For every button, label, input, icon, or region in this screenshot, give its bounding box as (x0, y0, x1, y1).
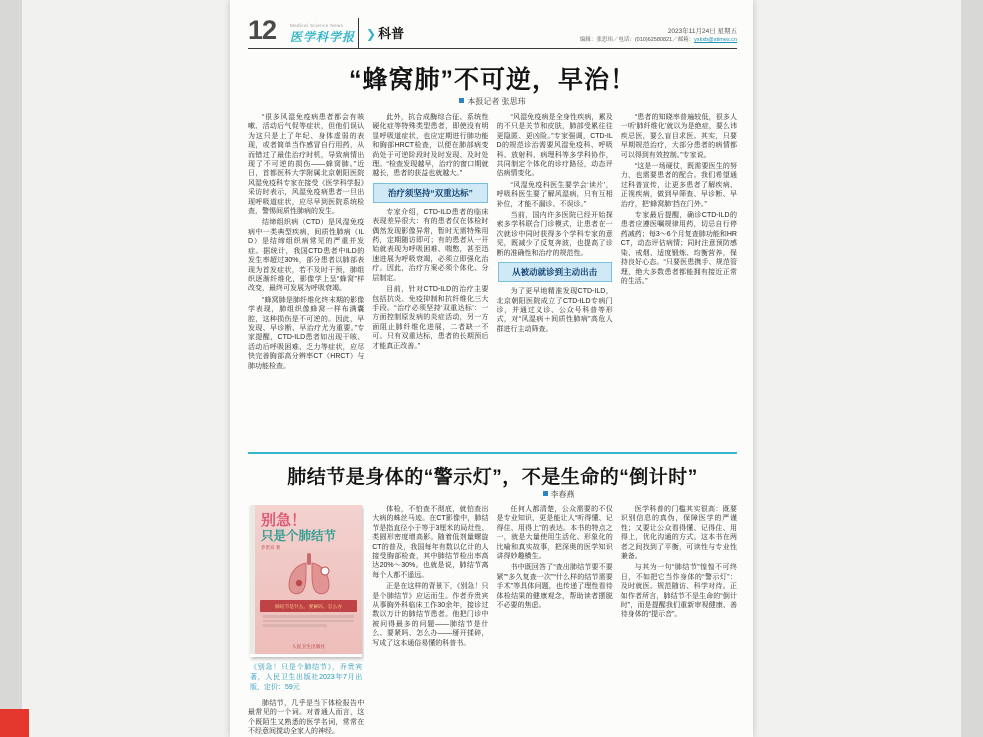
paragraph: 目前，针对CTD-ILD的治疗主要包括抗炎、免疫抑制和抗纤维化三大手段。“治疗必须坚持‘双重达标’：一方面控制原发病的炎症活动，另一方面阻止肺纤维化进展，二者缺一不可。只有双重达标，患者的长期预后才能真正改善。” (372, 286, 489, 350)
masthead-logo-cn: 医学科学报 (290, 30, 356, 44)
article1-byline-text: 本报记者 张思玮 (467, 97, 526, 106)
paragraph: “很多风湿免疫病患者都会有咳嗽、活动后气促等症状，但他们误认为这只是上了年纪、身体虚弱的表现，或者简单当作感冒自行用药，从而错过了最佳治疗时机，导致病情出现了不可逆的损伤——蜂窝肺。”近日，首都医科大学附属北京朝阳医院风湿免疫科专家在接受《医学科学报》采访时表示，风湿免疫病患者一旦出现呼吸道症状，应尽早到医院系统检查，警惕间质性肺病的发生。 (248, 114, 365, 216)
paragraph: 任何人都清楚，公众需要的不仅是专业知识，更是能让人“听得懂、记得住、用得上”的表达。本书的特点之一，就是大量使用生活化、形象化的比喻和真实故事，把深奥的医学知识讲得妙趣横生。 (496, 506, 613, 561)
article2-column-2 (372, 505, 488, 737)
contact-line (580, 36, 737, 44)
left-edge-strip (0, 0, 22, 737)
paragraph: “患者的知晓率普遍较低，很多人一听‘肺纤维化’就以为是绝症，要么讳疾忌医，要么盲目求医。其实，只要早期规范治疗，大部分患者的病情都可以得到有效控制。”专家说。 (620, 114, 737, 159)
paragraph: 肺结节，几乎是当下体检报告中最常见的一个词。对普通人而言，这个既陌生又熟悉的医学名词，常常在不经意间搅动全家人的神经。 (248, 700, 365, 736)
section-name: 科普 (378, 26, 405, 41)
page-number: 12 (248, 15, 277, 45)
book-banner: 肺结节是什么、要紧吗、怎么办 (260, 600, 357, 612)
paragraph: 当前，国内许多医院已经开始探索多学科联合门诊模式，让患者在一次就诊中同时获得多个学科专家的意见，既减少了反复奔波，也提高了诊断的准确性和治疗的规范性。 (496, 212, 613, 257)
article2-byline (380, 489, 737, 500)
article1-columns (248, 113, 737, 447)
paragraph: 为了更早地精准发现CTD-ILD，北京朝阳医院成立了CTD-ILD专病门诊，并通过义诊、公众号科普等形式，对“风湿病＋间质性肺病”高危人群进行主动筛查。 (496, 288, 613, 333)
book-cover (250, 505, 362, 657)
paragraph: 书中既回答了“查出肺结节要不要紧”“多久复查一次”“什么样的结节需要手术”等具体问题，也传递了理性看待体检结果的健康观念，帮助读者摆脱不必要的焦虑。 (496, 564, 613, 610)
article2-columns (248, 505, 737, 737)
masthead-logo-en: Medical Science News (290, 23, 344, 28)
paragraph: 此外，抗合成酶综合征、系统性硬化症等特殊类型患者，即使没有明显呼吸道症状，也应定期进行肺功能和胸部HRCT检查，以便在肺部病变尚处于可逆阶段时及时发现、及时处理。“检查发现越早，治疗的窗口期就越长，患者的获益也就越大。” (372, 114, 489, 178)
dateline: 2023年11月24日 星期五 (667, 28, 737, 35)
right-edge-strip (961, 0, 983, 737)
book-title-line2: 只是个肺结节 (261, 529, 337, 543)
header-right (580, 28, 737, 44)
article-divider (248, 452, 737, 454)
article2-title: 肺结节是身体的“警示灯”，不是生命的“倒计时” (287, 467, 698, 488)
article2-column-3 (497, 505, 613, 737)
article2-column-1 (248, 505, 364, 737)
article1-title: “蜂窝肺”不可逆，早治！ (348, 66, 636, 94)
book-author: 乔贵宾 著 (261, 545, 281, 550)
paragraph: 体检，不怕查不彻底，就怕查出大病的蛛丝马迹。在CT影像中，肺结节是指直径小于等于3厘米的局灶性、类圆形密度增高影。随着低剂量螺旋CT的普及，我国每年有数以亿计的人接受胸部检查，其中肺结节检出率高达20%～30%。也就是说，肺结节离每个人都不遥远。 (372, 506, 489, 579)
section-label (366, 23, 404, 42)
contact-text: 编辑：张思玮／电话：(010)62580821／邮箱： (579, 37, 695, 43)
paragraph: “风湿免疫科医生要学会‘读片’，呼吸科医生要了解风湿病，只有互相补位，才能不漏诊、不误诊。” (496, 181, 613, 208)
byline-marker-icon (543, 491, 548, 496)
lungs-illustration-icon (281, 553, 337, 597)
subhead-proactive: 从被动就诊到主动出击 (498, 262, 612, 282)
red-corner-mark (0, 709, 29, 737)
book-title-line1: 别急！ (261, 512, 307, 529)
book-publisher: 人民卫生出版社 (291, 645, 326, 650)
paragraph: 正是在这样的背景下，《别急！只是个肺结节》应运而生。作者乔贵宾从事胸外科临床工作30余年，接诊过数以万计的肺结节患者。他把门诊中被问得最多的问题——肺结节是什么、要紧吗、怎么办——掰开揉碎，写成了这本通俗易懂的科普书。 (372, 583, 489, 647)
masthead-logo (290, 23, 356, 45)
subhead-treatment: 治疗须坚持“双重达标” (373, 183, 487, 203)
contact-email: yxkxb@stimes.cn (694, 37, 737, 43)
section-arrow-icon: ❯ (366, 27, 377, 41)
paragraph: 专家最后提醒，确诊CTD-ILD的患者应遵医嘱规律用药，切忌自行停药减药；每3～6个月复查肺功能和HRCT，动态评估病情；同时注意预防感染、戒烟、适度锻炼、均衡营养，保持良好心态。“只要医患携手、规范管理，绝大多数患者都能拥有接近正常的生活。” (620, 212, 737, 285)
newspaper-page (230, 0, 753, 737)
article1-column-1 (248, 113, 364, 447)
paragraph: 结缔组织病（CTD）是风湿免疫病中一类典型疾病，间质性肺病（ILD）是结缔组织病常见的严重并发症。据统计，我国CTD患者中ILD的发生率超过30%，部分患者以肺部表现为首发症状，若不及时干预，肺组织逐渐纤维化，影像学上呈“蜂窝”样改变，最终可发展为呼吸衰竭。 (248, 219, 365, 293)
paragraph: 专家介绍，CTD-ILD患者的临床表现差异很大：有的患者仅在体检时偶然发现影像异常，暂时无需特殊用药，定期随访即可；有的患者从一开始就表现为呼吸困难、喘憋，甚至迅速进展为呼吸衰竭，必须立即强化治疗。因此，治疗方案必须个体化、分层制定。 (372, 208, 489, 282)
paragraph: “这是一场硬仗，既需要医生的努力，也需要患者的配合。我们希望通过科普宣传，让更多患者了解疾病、正视疾病，做到早筛查、早诊断、早治疗，把‘蜂窝肺’挡在门外。” (620, 163, 737, 208)
paragraph: “蜂窝肺是肺纤维化终末期的影像学表现，肺组织像蜂窝一样布满囊腔，这种损伤是不可逆的。因此，早发现、早诊断、早治疗尤为重要。”专家提醒，CTD-ILD患者如出现干咳、活动后呼吸困难、乏力等症状，应尽快完善胸部高分辨率CT（HRCT）与肺功能检查。 (248, 296, 365, 370)
paragraph: “风湿免疫病是全身性疾病，累及的不只是关节和皮肤，肺部受累往往更隐匿、更凶险。”专家强调，CTD-ILD的规范诊治需要风湿免疫科、呼吸科、放射科、病理科等多学科协作，共同制定个体化的诊疗路径，动态评估病情变化。 (496, 114, 613, 178)
page-header (248, 10, 737, 49)
book-blurb-lines (263, 615, 354, 627)
book-cover-front (255, 505, 362, 654)
article2-byline-text: 李春燕 (550, 490, 575, 499)
header-divider (358, 18, 359, 48)
article1-byline (248, 96, 737, 107)
paragraph: 与其为一句“肺结节”惶惶不可终日，不如把它当作身体的“警示灯”：及时就医、规范随访、科学对待。正如作者所言，肺结节不是生命的“倒计时”，而是提醒我们重新审视健康、善待身体的“提示音”。 (620, 564, 737, 619)
article1-column-2 (372, 113, 488, 447)
book-caption: 《别急！只是个肺结节》，乔贵宾著，人民卫生出版社2023年7月出版，定价：59元 (250, 664, 363, 691)
paragraph: 医学科普的门槛其实很高：既要识别信息的真伪，保障医学的严谨性；又要让公众看得懂、记得住、用得上，优化沟通的方式。这本书在两者之间找到了平衡，可读性与专业性兼备。 (620, 506, 737, 561)
byline-marker-icon (459, 98, 464, 103)
article1-column-4 (621, 113, 737, 447)
article1-column-3 (497, 113, 613, 447)
article2-column-4 (621, 505, 737, 737)
